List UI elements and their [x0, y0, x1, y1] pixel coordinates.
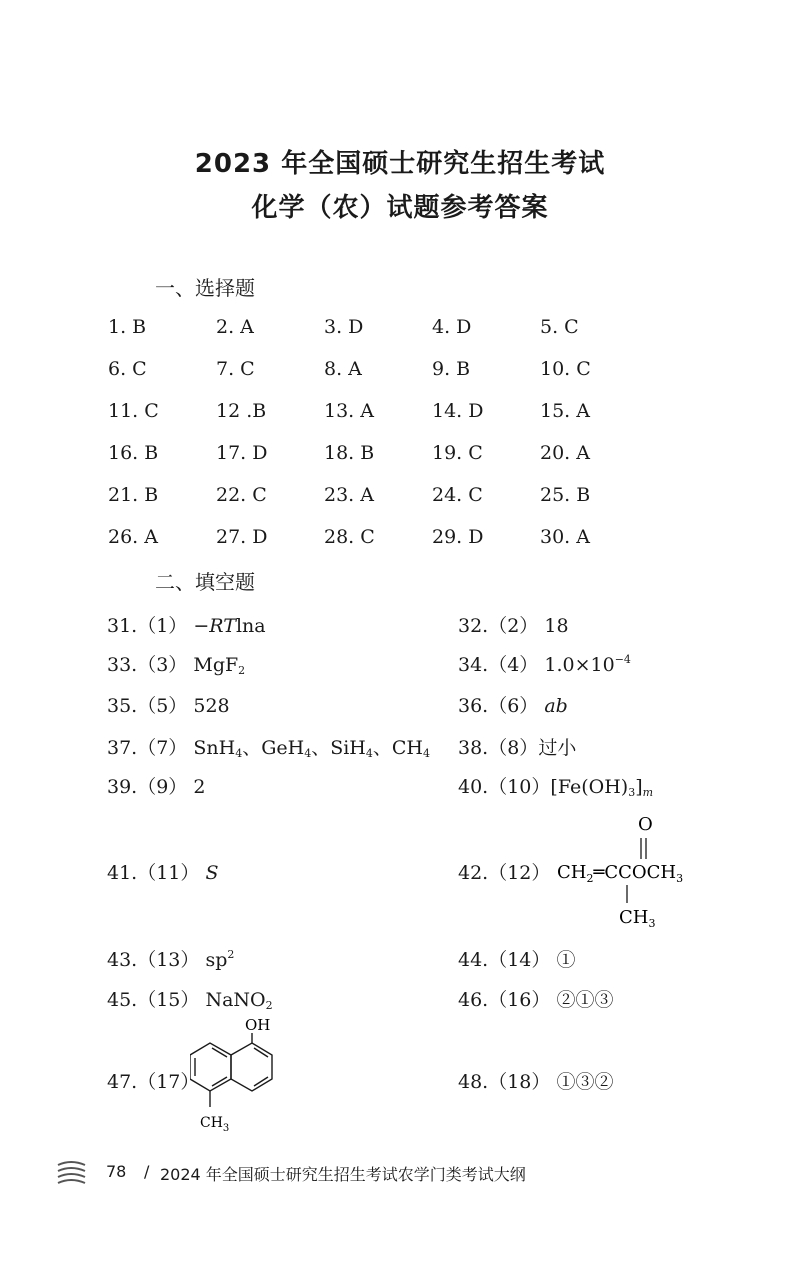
choice-answer: 14. D: [432, 400, 484, 422]
choice-answer: 29. D: [432, 526, 484, 548]
answer-35: 35.（5） 528: [107, 695, 230, 717]
answer-41: 41.（11） S: [107, 862, 219, 884]
choice-answer: 20. A: [540, 442, 590, 464]
choice-answer: 27. D: [216, 526, 268, 548]
svg-text:O: O: [638, 814, 653, 835]
choice-answer: 13. A: [324, 400, 374, 422]
section-heading-fill: 二、填空题: [155, 570, 255, 594]
answer-34: 34.（4） $1.0\times 10^{-4}$: [458, 653, 631, 676]
footer-separator: /: [144, 1162, 150, 1181]
book-title: 2024 年全国硕士研究生招生考试农学门类考试大纲: [160, 1165, 526, 1184]
answer-39: 39.（9） 2: [107, 776, 206, 798]
choice-answer: 7. C: [216, 358, 255, 380]
answer-45: 45.（15） NaNO$_2$: [107, 989, 273, 1012]
choice-answer: 6. C: [108, 358, 147, 380]
choice-answer: 24. C: [432, 484, 483, 506]
choice-answer: 2. A: [216, 316, 254, 338]
answer-43: 43.（13） $sp^2$: [107, 948, 235, 971]
methyl-methacrylate-structure: [555, 805, 725, 935]
page-subtitle: 化学（农）试题参考答案: [251, 193, 549, 223]
choice-answer: 11. C: [108, 400, 159, 422]
choice-answer: 15. A: [540, 400, 590, 422]
choice-answer: 16. B: [108, 442, 159, 464]
choice-answer: 23. A: [324, 484, 374, 506]
choice-answer: 26. A: [108, 526, 158, 548]
choice-answer: 1. B: [108, 316, 147, 338]
choice-answer: 8. A: [324, 358, 362, 380]
answer-37: 37.（7） SnH$_4$、GeH$_4$、SiH$_4$、$CH_4$: [107, 737, 430, 760]
answer-42-number: 42.（12）: [458, 862, 551, 884]
page-footer: [0, 1159, 800, 1189]
answer-40: $40.(10)[Fe(OH)_3]_m$: [458, 776, 654, 799]
choice-answer: 30. A: [540, 526, 590, 548]
choice-answer: 18. B: [324, 442, 375, 464]
answer-44: 44.（14） ①: [458, 949, 576, 971]
answer-46: 46.（16） ②①③: [458, 989, 614, 1011]
choice-answer: 19. C: [432, 442, 483, 464]
svg-text:CH2═CCOCH3: $CH_2═CCOCH_3$: [557, 862, 684, 885]
answer-33: 33.（3） MgF$_2$: [107, 654, 246, 677]
answer-36: 36.（6） ab: [458, 695, 568, 717]
svg-text:OH: OH: [245, 1016, 271, 1034]
choice-answer: 3. D: [324, 316, 364, 338]
answer-47-number: 47.（17）: [107, 1071, 200, 1093]
svg-text:CH3: $CH_3$: [619, 907, 656, 930]
section-heading-choice: 一、选择题: [155, 276, 255, 300]
choice-answer: 4. D: [432, 316, 472, 338]
answer-38: 38.（8）过小: [458, 737, 577, 759]
choice-answer: 17. D: [216, 442, 268, 464]
page-title: 2023 年全国硕士研究生招生考试: [194, 149, 606, 179]
page-number: 78: [106, 1162, 127, 1181]
choice-answer: 22. C: [216, 484, 267, 506]
answer-32: 32.（2） 18: [458, 615, 569, 637]
book-stack-icon: [55, 1159, 89, 1187]
methyl-naphthol-structure: [190, 1013, 290, 1143]
choice-answer: 10. C: [540, 358, 591, 380]
answer-31: 31.（1） −RTlna: [107, 615, 266, 637]
choice-answer: 28. C: [324, 526, 375, 548]
svg-text:CH3: $CH_3$: [200, 1115, 230, 1134]
choice-answer: 9. B: [432, 358, 471, 380]
choice-answer: 5. C: [540, 316, 579, 338]
choice-answer: 12 .B: [216, 400, 267, 422]
answer-48: 48.（18） ①③②: [458, 1071, 614, 1093]
choice-answer: 25. B: [540, 484, 591, 506]
choice-answer: 21. B: [108, 484, 159, 506]
